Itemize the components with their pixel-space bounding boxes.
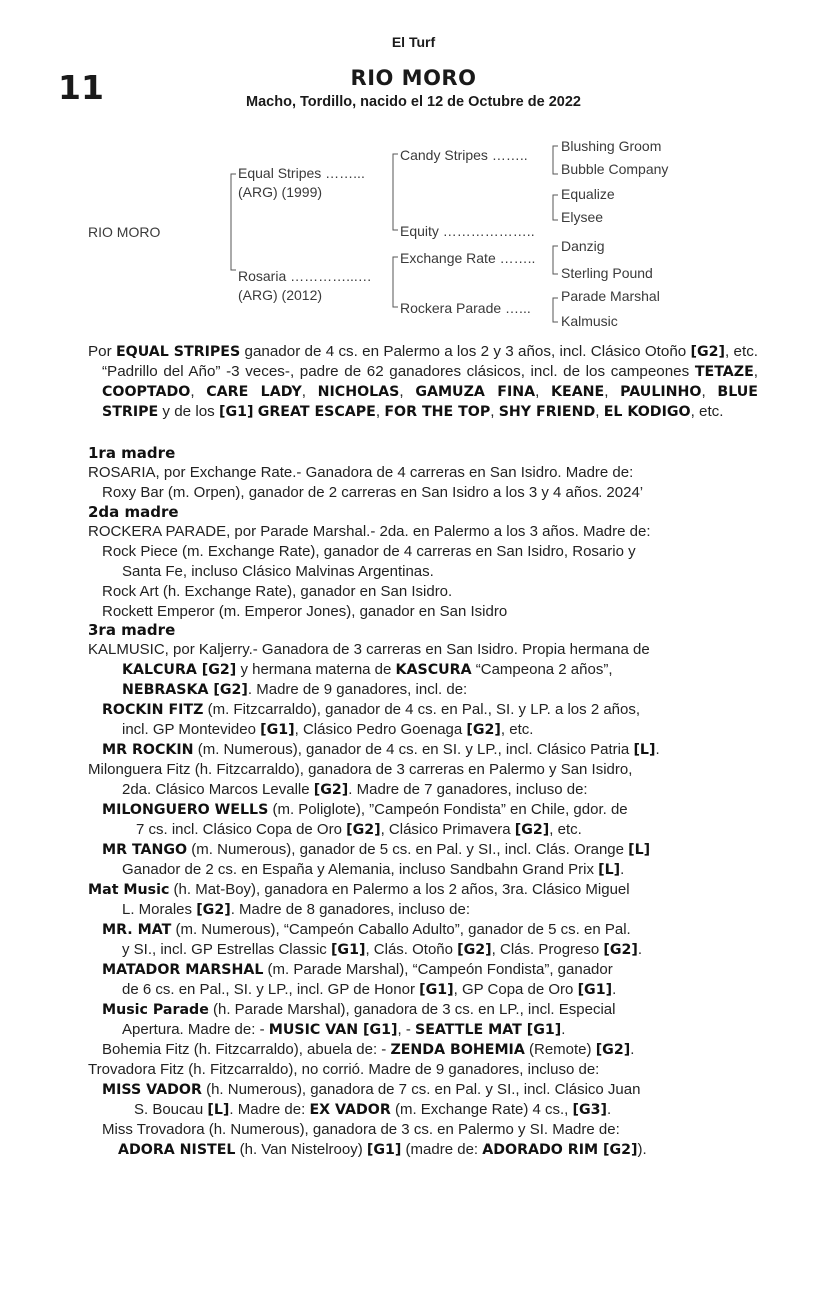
- produce-line: MILONGUERO WELLS (m. Poliglote), ”Campeón Fondista” en Chile, gdor. de: [102, 801, 628, 818]
- produce-line: Music Parade (h. Parade Marshal), ganadora de 3 cs. en LP., incl. Especial: [102, 1001, 616, 1018]
- pedigree-sire-sire: Candy Stripes ……..: [400, 147, 528, 163]
- pedigree-gen3-6: Sterling Pound: [561, 265, 653, 281]
- sire-paragraph: Por EQUAL STRIPES ganador de 4 cs. en Palermo a los 2 y 3 años, incl. Clásico Otoño [G2], etc. “Padrillo del Año” -3 veces-, padre de 62 ganadores clásicos, incl. de los campeones TETAZE, COOPTADO, CARE LADY, NICHOLAS, GAMUZA FINA, KEANE, PAULINHO, BLUE STRIPE y de los [G1] GREAT ESCAPE, FOR THE TOP, SHY FRIEND, EL KODIGO, etc.: [88, 343, 759, 420]
- pedigree-gen3-2: Bubble Company: [561, 161, 669, 177]
- section-first-dam: 1ra madre: [88, 444, 176, 462]
- pedigree-dam-sire: Exchange Rate ……..: [400, 250, 536, 266]
- section-second-dam: 2da madre: [88, 503, 179, 521]
- lot-number: 11: [58, 68, 104, 107]
- produce-line: NEBRASKA [G2]. Madre de 9 ganadores, incl. de:: [122, 681, 468, 698]
- pedigree-gen3-4: Elysee: [561, 209, 604, 225]
- third-dam-line: KALMUSIC, por Kaljerry.- Ganadora de 3 carreras en San Isidro. Propia hermana de: [88, 641, 650, 658]
- produce-line: Apertura. Madre de: - MUSIC VAN [G1], - SEATTLE MAT [G1].: [122, 1021, 566, 1038]
- pedigree-dam: Rosaria …………...…: [238, 268, 372, 284]
- produce-line: ROCKIN FITZ (m. Fitzcarraldo), ganador de 4 cs. en Pal., SI. y LP. a los 2 años,: [102, 701, 641, 718]
- produce-line: Bohemia Fitz (h. Fitzcarraldo), abuela de: - ZENDA BOHEMIA (Remote) [G2].: [102, 1041, 635, 1058]
- produce-line: y SI., incl. GP Estrellas Classic [G1], Clás. Otoño [G2], Clás. Progreso [G2].: [122, 941, 643, 958]
- pedigree-subject: RIO MORO: [88, 224, 161, 240]
- horse-name: RIO MORO: [350, 66, 477, 90]
- produce-line: MR ROCKIN (m. Numerous), ganador de 4 cs. en SI. y LP., incl. Clásico Patria [L].: [102, 741, 660, 758]
- produce-line: S. Boucau [L]. Madre de: EX VADOR (m. Exchange Rate) 4 cs., [G3].: [134, 1101, 612, 1118]
- pedigree-sire-origin: (ARG) (1999): [238, 184, 323, 200]
- produce-line: L. Morales [G2]. Madre de 8 ganadores, incluso de:: [122, 901, 471, 918]
- produce-line: 2da. Clásico Marcos Levalle [G2]. Madre de 7 ganadores, incluso de:: [122, 781, 588, 798]
- pedigree-gen3-5: Danzig: [561, 238, 605, 254]
- produce-line: Rock Piece (m. Exchange Rate), ganador de 4 carreras en San Isidro, Rosario y: [102, 543, 636, 560]
- produce-line: MR. MAT (m. Numerous), “Campeón Caballo Adulto”, ganador de 5 cs. en Pal.: [102, 921, 631, 938]
- sire-name: EQUAL STRIPES: [115, 344, 241, 360]
- pedigree-gen3-3: Equalize: [561, 186, 615, 202]
- pedigree-sire-dam: Equity ………………..: [400, 223, 535, 239]
- produce-line: incl. GP Montevideo [G1], Clásico Pedro Goenaga [G2], etc.: [122, 721, 534, 738]
- produce-line: Mat Music (h. Mat-Boy), ganadora en Palermo a los 2 años, 3ra. Clásico Miguel: [88, 881, 630, 898]
- pedigree-gen3-7: Parade Marshal: [561, 288, 660, 304]
- horse-subtitle: Macho, Tordillo, nacido el 12 de Octubre de 2022: [246, 94, 581, 110]
- produce-line: ADORA NISTEL (h. Van Nistelrooy) [G1] (madre de: ADORADO RIM [G2]).: [118, 1141, 647, 1158]
- produce-line: Milonguera Fitz (h. Fitzcarraldo), ganadora de 3 carreras en Palermo y San Isidro,: [88, 761, 633, 778]
- pedigree-dam-origin: (ARG) (2012): [238, 287, 323, 303]
- produce-line: MISS VADOR (h. Numerous), ganadora de 7 cs. en Pal. y SI., incl. Clásico Juan: [102, 1081, 641, 1098]
- pedigree-lines: [0, 0, 827, 340]
- produce-line: Ganador de 2 cs. en España y Alemania, incluso Sandbahn Grand Prix [L].: [122, 861, 625, 878]
- produce-line: MATADOR MARSHAL (m. Parade Marshal), “Campeón Fondista”, ganador: [102, 961, 613, 978]
- first-dam-line: ROSARIA, por Exchange Rate.- Ganadora de 4 carreras en San Isidro. Madre de:: [88, 464, 634, 481]
- produce-line: Rockett Emperor (m. Emperor Jones), ganador en San Isidro: [102, 603, 508, 620]
- pedigree-gen3-1: Blushing Groom: [561, 138, 662, 154]
- produce-line: KALCURA [G2] y hermana materna de KASCURA “Campeona 2 años”,: [122, 661, 613, 678]
- second-dam-line: ROCKERA PARADE, por Parade Marshal.- 2da. en Palermo a los 3 años. Madre de:: [88, 523, 651, 540]
- produce-line: 7 cs. incl. Clásico Copa de Oro [G2], Clásico Primavera [G2], etc.: [136, 821, 582, 838]
- pedigree-dam-dam: Rockera Parade …...: [400, 300, 531, 316]
- produce-line: Roxy Bar (m. Orpen), ganador de 2 carreras en San Isidro a los 3 y 4 años. 2024’: [102, 484, 644, 501]
- produce-line: Santa Fe, incluso Clásico Malvinas Argentinas.: [122, 563, 434, 580]
- venue-title: El Turf: [391, 34, 436, 50]
- produce-line: Rock Art (h. Exchange Rate), ganador en San Isidro.: [102, 583, 453, 600]
- produce-line: Trovadora Fitz (h. Fitzcarraldo), no corrió. Madre de 9 ganadores, incluso de:: [88, 1061, 600, 1078]
- section-third-dam: 3ra madre: [88, 621, 176, 639]
- produce-line: de 6 cs. en Pal., SI. y LP., incl. GP de Honor [G1], GP Copa de Oro [G1].: [122, 981, 617, 998]
- pedigree-gen3-8: Kalmusic: [561, 313, 618, 329]
- pedigree-sire: Equal Stripes ……...: [238, 165, 365, 181]
- produce-line: MR TANGO (m. Numerous), ganador de 5 cs. en Pal. y SI., incl. Clás. Orange [L]: [102, 841, 651, 858]
- produce-line: Miss Trovadora (h. Numerous), ganadora de 3 cs. en Palermo y SI. Madre de:: [102, 1121, 620, 1138]
